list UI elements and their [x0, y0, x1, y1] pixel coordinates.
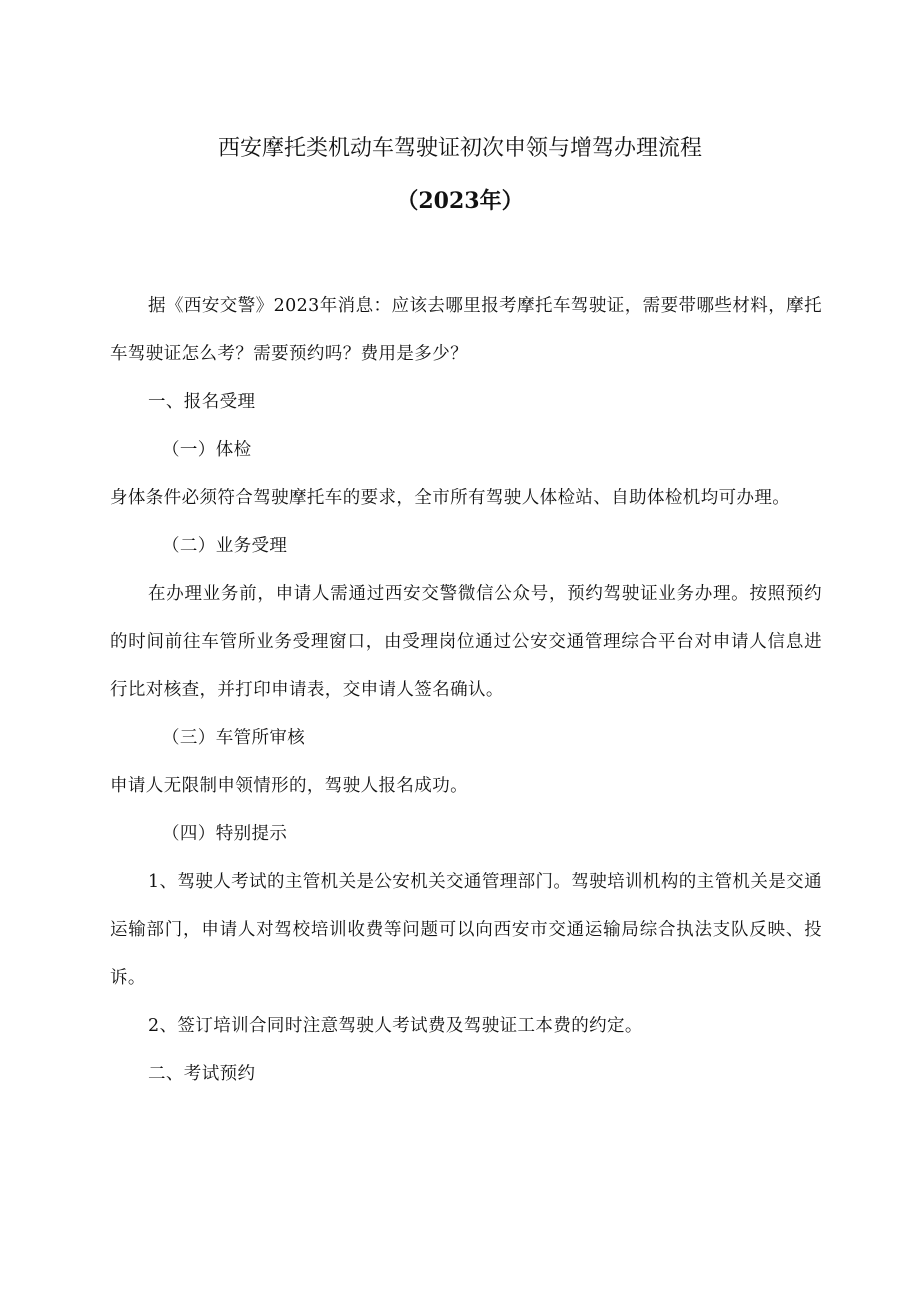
- document-title: 西安摩托类机动车驾驶证初次申领与增驾办理流程: [217, 136, 702, 161]
- subsection-heading-special-notice: （四）特别提示: [162, 824, 288, 844]
- paragraph-business-acceptance: 在办理业务前，申请人需通过西安交警微信公众号，预约驾驶证业务办理。按照预约的时间前往车管所业务受理窗口，由受理岗位通过公安交通管理综合平台对申请人信息进行比对核查，并打印申请表，交申请人签名确认。: [110, 584, 822, 700]
- subsection-heading-business-acceptance: （二）业务受理: [162, 536, 288, 556]
- paragraph-physical-exam: 身体条件必须符合驾驶摩托车的要求，全市所有驾驶人体检站、自助体检机均可办理。: [110, 488, 791, 508]
- section-heading-registration: 一、报名受理: [148, 392, 256, 412]
- paragraph-notice-1: 1、驾驶人考试的主管机关是公安机关交通管理部门。驾驶培训机构的主管机关是交通运输部门，申请人对驾校培训收费等问题可以向西安市交通运输局综合执法支队反映、投诉。: [110, 872, 822, 988]
- document-body: [110, 282, 822, 1098]
- section-heading-exam-booking: 二、考试预约: [148, 1064, 256, 1084]
- paragraph-dmv-review: 申请人无限制申领情形的，驾驶人报名成功。: [110, 776, 468, 796]
- intro-paragraph: 据《西安交警》2023年消息：应该去哪里报考摩托车驾驶证，需要带哪些材料，摩托车驾驶证怎么考？需要预约吗？费用是多少？: [110, 296, 822, 364]
- paragraph-notice-2: 2、签订培训合同时注意驾驶人考试费及驾驶证工本费的约定。: [148, 1016, 643, 1036]
- subsection-heading-physical-exam: （一）体检: [162, 440, 252, 460]
- document-subtitle-year: （2023年）: [396, 188, 524, 214]
- subsection-heading-dmv-review: （三）车管所审核: [162, 728, 306, 748]
